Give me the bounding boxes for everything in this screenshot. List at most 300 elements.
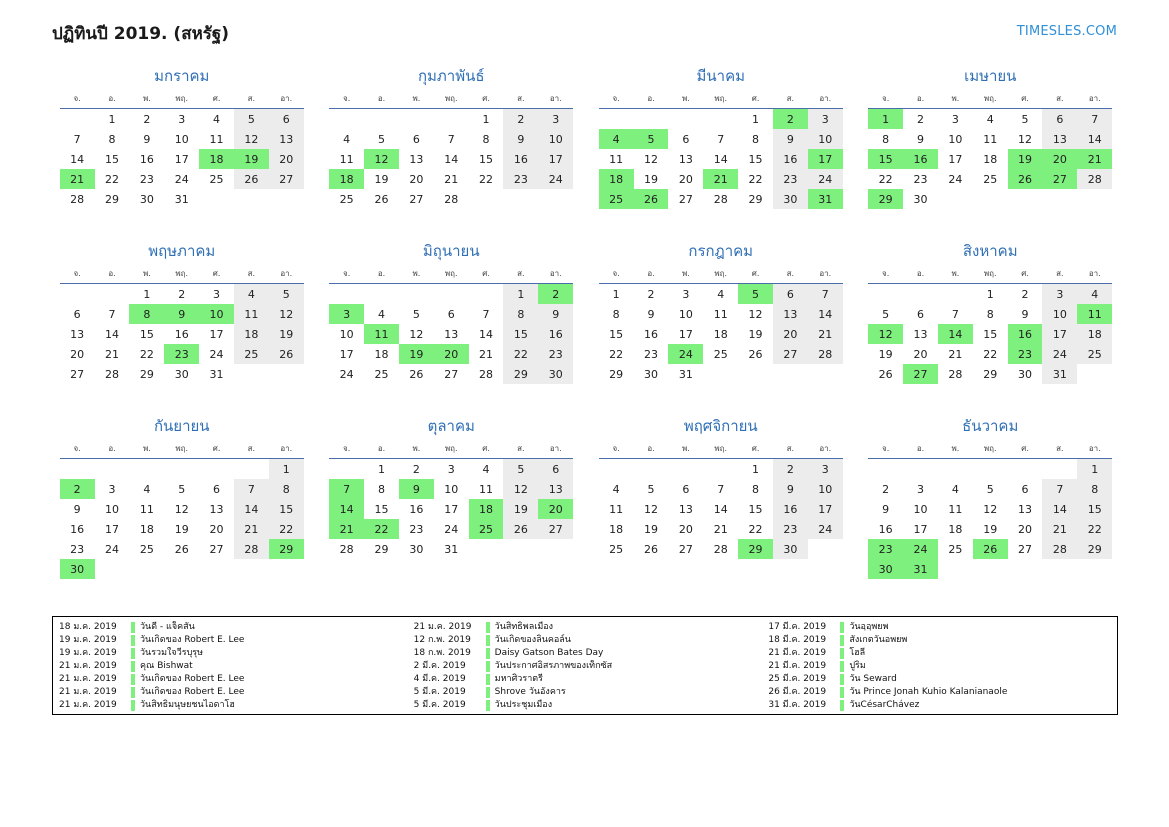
day-cell[interactable]: 9	[143, 132, 151, 146]
day-cell[interactable]: 11	[479, 482, 494, 496]
day-cell[interactable]: 21	[479, 347, 494, 361]
day-cell[interactable]: 20	[209, 522, 224, 536]
day-cell-holiday[interactable]: 26	[1008, 169, 1043, 189]
day-cell-holiday[interactable]: 22	[364, 519, 399, 539]
day-cell[interactable]: 16	[538, 324, 573, 344]
day-cell[interactable]: 15	[139, 327, 154, 341]
day-cell[interactable]: 3	[108, 482, 116, 496]
day-cell[interactable]: 26	[269, 344, 304, 364]
day-cell[interactable]: 2	[1021, 287, 1029, 301]
day-cell[interactable]: 28	[234, 539, 269, 559]
day-cell[interactable]: 9	[1021, 307, 1029, 321]
day-cell[interactable]: 26	[878, 367, 893, 381]
day-cell-holiday[interactable]: 23	[868, 539, 903, 559]
day-cell[interactable]: 6	[213, 482, 221, 496]
day-cell[interactable]: 4	[612, 482, 620, 496]
day-cell[interactable]: 6	[682, 482, 690, 496]
day-cell[interactable]: 23	[773, 519, 808, 539]
day-cell[interactable]: 13	[70, 327, 85, 341]
day-cell[interactable]: 3	[808, 459, 843, 480]
day-cell[interactable]: 22	[1077, 519, 1112, 539]
day-cell[interactable]: 13	[773, 304, 808, 324]
day-cell[interactable]: 29	[139, 367, 154, 381]
day-cell[interactable]: 15	[479, 152, 494, 166]
day-cell[interactable]: 6	[773, 284, 808, 305]
day-cell[interactable]: 12	[644, 152, 659, 166]
day-cell[interactable]: 30	[644, 367, 659, 381]
day-cell[interactable]: 14	[713, 152, 728, 166]
day-cell[interactable]: 19	[644, 522, 659, 536]
day-cell[interactable]: 3	[178, 112, 186, 126]
day-cell[interactable]: 17	[174, 152, 189, 166]
day-cell[interactable]: 31	[209, 367, 224, 381]
day-cell-holiday[interactable]: 5	[634, 129, 669, 149]
day-cell-holiday[interactable]: 18	[199, 149, 234, 169]
day-cell[interactable]: 15	[609, 327, 624, 341]
day-cell[interactable]: 20	[913, 347, 928, 361]
day-cell[interactable]: 22	[878, 172, 893, 186]
day-cell[interactable]: 12	[1018, 132, 1033, 146]
day-cell-holiday[interactable]: 15	[868, 149, 903, 169]
day-cell[interactable]: 9	[73, 502, 81, 516]
day-cell[interactable]: 11	[983, 132, 998, 146]
day-cell[interactable]: 5	[178, 482, 186, 496]
day-cell-holiday[interactable]: 26	[973, 539, 1008, 559]
day-cell[interactable]: 7	[717, 482, 725, 496]
day-cell[interactable]: 27	[538, 519, 573, 539]
day-cell[interactable]: 12	[234, 129, 269, 149]
day-cell[interactable]: 8	[269, 479, 304, 499]
day-cell[interactable]: 27	[269, 169, 304, 189]
day-cell[interactable]: 7	[717, 132, 725, 146]
day-cell-holiday[interactable]: 12	[868, 324, 903, 344]
day-cell[interactable]: 9	[503, 129, 538, 149]
day-cell[interactable]: 17	[948, 152, 963, 166]
day-cell-holiday[interactable]: 31	[808, 189, 843, 209]
day-cell[interactable]: 18	[948, 522, 963, 536]
day-cell[interactable]: 23	[409, 522, 424, 536]
day-cell[interactable]: 25	[234, 344, 269, 364]
day-cell[interactable]: 6	[1021, 482, 1029, 496]
day-cell[interactable]: 24	[808, 169, 843, 189]
day-cell[interactable]: 30	[1018, 367, 1033, 381]
day-cell[interactable]: 8	[482, 132, 490, 146]
day-cell[interactable]: 16	[409, 502, 424, 516]
day-cell[interactable]: 21	[808, 324, 843, 344]
day-cell[interactable]: 28	[713, 192, 728, 206]
day-cell[interactable]: 8	[612, 307, 620, 321]
day-cell[interactable]: 13	[1042, 129, 1077, 149]
day-cell[interactable]: 11	[234, 304, 269, 324]
day-cell[interactable]: 11	[948, 502, 963, 516]
day-cell[interactable]: 12	[748, 307, 763, 321]
day-cell[interactable]: 13	[269, 129, 304, 149]
day-cell-holiday[interactable]: 20	[434, 344, 469, 364]
day-cell[interactable]: 14	[234, 499, 269, 519]
day-cell[interactable]: 8	[752, 132, 760, 146]
day-cell[interactable]: 7	[447, 132, 455, 146]
day-cell[interactable]: 15	[105, 152, 120, 166]
day-cell[interactable]: 3	[682, 287, 690, 301]
day-cell[interactable]: 25	[1077, 344, 1112, 364]
day-cell[interactable]: 28	[444, 192, 459, 206]
day-cell[interactable]: 18	[234, 324, 269, 344]
day-cell[interactable]: 1	[612, 287, 620, 301]
day-cell[interactable]: 1	[752, 462, 760, 476]
day-cell[interactable]: 11	[339, 152, 354, 166]
day-cell[interactable]: 26	[174, 542, 189, 556]
day-cell[interactable]: 15	[1077, 499, 1112, 519]
day-cell[interactable]: 21	[444, 172, 459, 186]
day-cell[interactable]: 8	[752, 482, 760, 496]
day-cell[interactable]: 3	[1042, 284, 1077, 305]
day-cell[interactable]: 12	[644, 502, 659, 516]
day-cell[interactable]: 8	[986, 307, 994, 321]
day-cell[interactable]: 1	[752, 112, 760, 126]
day-cell-holiday[interactable]: 4	[599, 129, 634, 149]
day-cell[interactable]: 4	[378, 307, 386, 321]
day-cell[interactable]: 14	[1042, 499, 1077, 519]
day-cell[interactable]: 9	[773, 479, 808, 499]
day-cell[interactable]: 5	[882, 307, 890, 321]
day-cell[interactable]: 27	[678, 192, 693, 206]
day-cell-holiday[interactable]: 30	[868, 559, 903, 579]
day-cell-holiday[interactable]: 2	[60, 479, 95, 499]
day-cell[interactable]: 15	[983, 327, 998, 341]
day-cell[interactable]: 25	[609, 542, 624, 556]
day-cell[interactable]: 17	[105, 522, 120, 536]
day-cell[interactable]: 23	[538, 344, 573, 364]
day-cell[interactable]: 1	[143, 287, 151, 301]
day-cell[interactable]: 16	[70, 522, 85, 536]
day-cell[interactable]: 23	[503, 169, 538, 189]
day-cell-holiday[interactable]: 19	[234, 149, 269, 169]
day-cell[interactable]: 1	[269, 459, 304, 480]
day-cell[interactable]: 17	[444, 502, 459, 516]
day-cell-holiday[interactable]: 11	[364, 324, 399, 344]
day-cell[interactable]: 2	[412, 462, 420, 476]
day-cell[interactable]: 10	[808, 129, 843, 149]
day-cell[interactable]: 25	[983, 172, 998, 186]
day-cell[interactable]: 1	[986, 287, 994, 301]
day-cell[interactable]: 29	[748, 192, 763, 206]
day-cell-holiday[interactable]: 2	[538, 284, 573, 305]
day-cell[interactable]: 26	[644, 542, 659, 556]
day-cell-holiday[interactable]: 20	[1042, 149, 1077, 169]
day-cell[interactable]: 29	[609, 367, 624, 381]
day-cell[interactable]: 15	[503, 324, 538, 344]
day-cell-holiday[interactable]: 21	[60, 169, 95, 189]
day-cell-holiday[interactable]: 10	[199, 304, 234, 324]
day-cell[interactable]: 16	[174, 327, 189, 341]
day-cell[interactable]: 2	[143, 112, 151, 126]
day-cell[interactable]: 15	[269, 499, 304, 519]
day-cell[interactable]: 5	[378, 132, 386, 146]
day-cell[interactable]: 10	[339, 327, 354, 341]
day-cell[interactable]: 30	[409, 542, 424, 556]
day-cell[interactable]: 16	[139, 152, 154, 166]
day-cell[interactable]: 25	[948, 542, 963, 556]
day-cell[interactable]: 11	[713, 307, 728, 321]
day-cell[interactable]: 17	[1042, 324, 1077, 344]
day-cell[interactable]: 22	[479, 172, 494, 186]
day-cell[interactable]: 6	[269, 109, 304, 130]
day-cell[interactable]: 2	[882, 482, 890, 496]
day-cell[interactable]: 24	[444, 522, 459, 536]
day-cell[interactable]: 10	[678, 307, 693, 321]
day-cell[interactable]: 29	[503, 364, 538, 384]
day-cell[interactable]: 24	[174, 172, 189, 186]
day-cell[interactable]: 22	[983, 347, 998, 361]
day-cell[interactable]: 30	[913, 192, 928, 206]
day-cell-holiday[interactable]: 16	[903, 149, 938, 169]
day-cell[interactable]: 14	[713, 502, 728, 516]
day-cell[interactable]: 26	[409, 367, 424, 381]
day-cell-holiday[interactable]: 16	[1008, 324, 1043, 344]
day-cell[interactable]: 6	[538, 459, 573, 480]
day-cell[interactable]: 2	[503, 109, 538, 130]
day-cell-holiday[interactable]: 25	[469, 519, 504, 539]
day-cell[interactable]: 22	[748, 172, 763, 186]
site-brand-link[interactable]: TIMESLES.COM	[1016, 24, 1117, 39]
day-cell[interactable]: 6	[73, 307, 81, 321]
day-cell-holiday[interactable]: 31	[903, 559, 938, 579]
day-cell-holiday[interactable]: 5	[738, 284, 773, 305]
day-cell-holiday[interactable]: 29	[738, 539, 773, 559]
day-cell[interactable]: 3	[917, 482, 925, 496]
day-cell[interactable]: 5	[503, 459, 538, 480]
day-cell-holiday[interactable]: 26	[634, 189, 669, 209]
day-cell[interactable]: 18	[139, 522, 154, 536]
day-cell[interactable]: 3	[447, 462, 455, 476]
day-cell[interactable]: 11	[139, 502, 154, 516]
day-cell-holiday[interactable]: 21	[1077, 149, 1112, 169]
day-cell[interactable]: 4	[234, 284, 269, 305]
day-cell[interactable]: 7	[1077, 109, 1112, 130]
day-cell[interactable]: 6	[447, 307, 455, 321]
day-cell[interactable]: 22	[105, 172, 120, 186]
day-cell[interactable]: 27	[444, 367, 459, 381]
day-cell[interactable]: 29	[374, 542, 389, 556]
day-cell[interactable]: 17	[209, 327, 224, 341]
day-cell[interactable]: 18	[374, 347, 389, 361]
day-cell-holiday[interactable]: 19	[1008, 149, 1043, 169]
day-cell-holiday[interactable]: 27	[903, 364, 938, 384]
day-cell[interactable]: 30	[174, 367, 189, 381]
day-cell-holiday[interactable]: 23	[164, 344, 199, 364]
day-cell[interactable]: 25	[139, 542, 154, 556]
day-cell[interactable]: 1	[378, 462, 386, 476]
day-cell[interactable]: 18	[983, 152, 998, 166]
day-cell[interactable]: 23	[139, 172, 154, 186]
day-cell[interactable]: 7	[482, 307, 490, 321]
day-cell-holiday[interactable]: 18	[469, 499, 504, 519]
day-cell-holiday[interactable]: 20	[538, 499, 573, 519]
day-cell[interactable]: 11	[609, 502, 624, 516]
day-cell[interactable]: 5	[269, 284, 304, 305]
day-cell[interactable]: 7	[951, 307, 959, 321]
day-cell[interactable]: 14	[479, 327, 494, 341]
day-cell[interactable]: 15	[748, 502, 763, 516]
day-cell-holiday[interactable]: 9	[399, 479, 434, 499]
day-cell[interactable]: 21	[948, 347, 963, 361]
day-cell[interactable]: 14	[1077, 129, 1112, 149]
day-cell[interactable]: 19	[644, 172, 659, 186]
day-cell-holiday[interactable]: 11	[1077, 304, 1112, 324]
day-cell[interactable]: 20	[773, 324, 808, 344]
day-cell-holiday[interactable]: 30	[60, 559, 95, 579]
day-cell[interactable]: 29	[1077, 539, 1112, 559]
day-cell[interactable]: 29	[105, 192, 120, 206]
day-cell[interactable]: 28	[339, 542, 354, 556]
day-cell[interactable]: 25	[209, 172, 224, 186]
day-cell[interactable]: 19	[878, 347, 893, 361]
day-cell[interactable]: 13	[444, 327, 459, 341]
day-cell[interactable]: 5	[647, 482, 655, 496]
day-cell[interactable]: 1	[1077, 459, 1112, 480]
day-cell[interactable]: 7	[234, 479, 269, 499]
day-cell[interactable]: 1	[108, 112, 116, 126]
day-cell[interactable]: 28	[105, 367, 120, 381]
day-cell[interactable]: 13	[409, 152, 424, 166]
day-cell[interactable]: 17	[913, 522, 928, 536]
day-cell[interactable]: 13	[1018, 502, 1033, 516]
day-cell[interactable]: 1	[482, 112, 490, 126]
day-cell[interactable]: 16	[644, 327, 659, 341]
day-cell-holiday[interactable]: 18	[599, 169, 634, 189]
day-cell[interactable]: 20	[1018, 522, 1033, 536]
day-cell[interactable]: 19	[748, 327, 763, 341]
day-cell[interactable]: 7	[1042, 479, 1077, 499]
day-cell[interactable]: 12	[174, 502, 189, 516]
day-cell[interactable]: 28	[1077, 169, 1112, 189]
day-cell[interactable]: 28	[479, 367, 494, 381]
day-cell[interactable]: 28	[808, 344, 843, 364]
day-cell[interactable]: 22	[269, 519, 304, 539]
day-cell[interactable]: 5	[412, 307, 420, 321]
day-cell[interactable]: 9	[647, 307, 655, 321]
day-cell[interactable]: 24	[209, 347, 224, 361]
day-cell[interactable]: 10	[808, 479, 843, 499]
day-cell[interactable]: 12	[983, 502, 998, 516]
day-cell-holiday[interactable]: 3	[329, 304, 364, 324]
day-cell[interactable]: 9	[538, 304, 573, 324]
day-cell[interactable]: 26	[503, 519, 538, 539]
day-cell[interactable]: 25	[339, 192, 354, 206]
day-cell[interactable]: 18	[609, 522, 624, 536]
day-cell[interactable]: 20	[678, 522, 693, 536]
day-cell[interactable]: 13	[678, 502, 693, 516]
day-cell[interactable]: 6	[1042, 109, 1077, 130]
day-cell[interactable]: 23	[913, 172, 928, 186]
day-cell-holiday[interactable]: 7	[329, 479, 364, 499]
day-cell[interactable]: 13	[538, 479, 573, 499]
day-cell-holiday[interactable]: 14	[329, 499, 364, 519]
day-cell[interactable]: 17	[538, 149, 573, 169]
day-cell[interactable]: 9	[882, 502, 890, 516]
day-cell[interactable]: 27	[773, 344, 808, 364]
day-cell-holiday[interactable]: 23	[1008, 344, 1043, 364]
day-cell[interactable]: 31	[174, 192, 189, 206]
day-cell[interactable]: 17	[339, 347, 354, 361]
day-cell[interactable]: 30	[139, 192, 154, 206]
day-cell[interactable]: 3	[808, 109, 843, 130]
day-cell-holiday[interactable]: 29	[269, 539, 304, 559]
day-cell-holiday[interactable]: 2	[773, 109, 808, 130]
day-cell-holiday[interactable]: 29	[868, 189, 903, 209]
day-cell[interactable]: 4	[143, 482, 151, 496]
day-cell[interactable]: 21	[713, 522, 728, 536]
day-cell[interactable]: 28	[1042, 539, 1077, 559]
day-cell[interactable]: 15	[748, 152, 763, 166]
day-cell[interactable]: 24	[1042, 344, 1077, 364]
day-cell[interactable]: 6	[412, 132, 420, 146]
day-cell[interactable]: 31	[444, 542, 459, 556]
day-cell[interactable]: 10	[1042, 304, 1077, 324]
day-cell[interactable]: 2	[647, 287, 655, 301]
day-cell[interactable]: 16	[773, 149, 808, 169]
day-cell[interactable]: 3	[951, 112, 959, 126]
day-cell[interactable]: 23	[644, 347, 659, 361]
day-cell[interactable]: 1	[503, 284, 538, 305]
day-cell[interactable]: 10	[538, 129, 573, 149]
day-cell[interactable]: 3	[538, 109, 573, 130]
day-cell[interactable]: 11	[209, 132, 224, 146]
day-cell[interactable]: 8	[882, 132, 890, 146]
day-cell[interactable]: 17	[678, 327, 693, 341]
day-cell[interactable]: 4	[717, 287, 725, 301]
day-cell[interactable]: 26	[234, 169, 269, 189]
day-cell-holiday[interactable]: 27	[1042, 169, 1077, 189]
day-cell[interactable]: 24	[538, 169, 573, 189]
day-cell[interactable]: 20	[70, 347, 85, 361]
day-cell-holiday[interactable]: 24	[903, 539, 938, 559]
day-cell[interactable]: 7	[108, 307, 116, 321]
day-cell[interactable]: 3	[213, 287, 221, 301]
day-cell[interactable]: 27	[209, 542, 224, 556]
day-cell-holiday[interactable]: 9	[164, 304, 199, 324]
day-cell[interactable]: 19	[174, 522, 189, 536]
day-cell[interactable]: 25	[713, 347, 728, 361]
day-cell[interactable]: 13	[209, 502, 224, 516]
day-cell-holiday[interactable]: 18	[329, 169, 364, 189]
day-cell-holiday[interactable]: 14	[938, 324, 973, 344]
day-cell[interactable]: 4	[951, 482, 959, 496]
day-cell[interactable]: 8	[378, 482, 386, 496]
day-cell[interactable]: 25	[374, 367, 389, 381]
day-cell[interactable]: 30	[773, 189, 808, 209]
day-cell[interactable]: 13	[913, 327, 928, 341]
day-cell[interactable]: 6	[917, 307, 925, 321]
day-cell[interactable]: 8	[108, 132, 116, 146]
day-cell[interactable]: 2	[178, 287, 186, 301]
day-cell[interactable]: 10	[105, 502, 120, 516]
day-cell-holiday[interactable]: 12	[364, 149, 399, 169]
day-cell[interactable]: 16	[503, 149, 538, 169]
day-cell[interactable]: 4	[343, 132, 351, 146]
day-cell[interactable]: 4	[482, 462, 490, 476]
day-cell[interactable]: 19	[983, 522, 998, 536]
day-cell[interactable]: 16	[878, 522, 893, 536]
day-cell-holiday[interactable]: 21	[703, 169, 738, 189]
day-cell[interactable]: 28	[948, 367, 963, 381]
day-cell[interactable]: 23	[70, 542, 85, 556]
day-cell[interactable]: 8	[1077, 479, 1112, 499]
day-cell[interactable]: 31	[678, 367, 693, 381]
day-cell[interactable]: 9	[773, 129, 808, 149]
day-cell[interactable]: 24	[339, 367, 354, 381]
day-cell[interactable]: 8	[503, 304, 538, 324]
